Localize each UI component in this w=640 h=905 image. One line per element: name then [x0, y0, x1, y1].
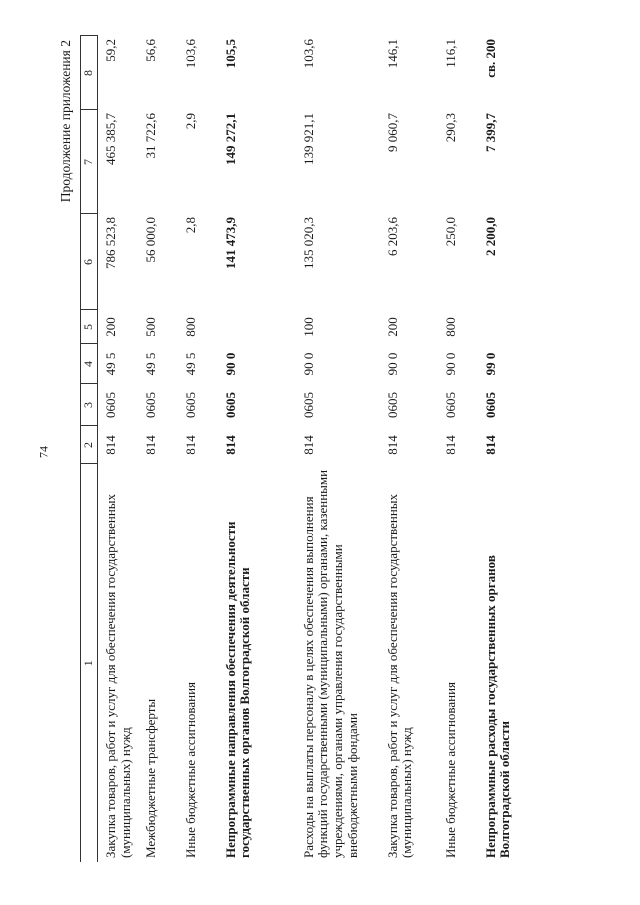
row-percent: 56,6 [142, 39, 158, 62]
row-expense-type: 200 [103, 317, 118, 337]
row-section-code: 0605 [300, 392, 316, 418]
row-section-code: 0605 [482, 392, 498, 418]
row-target-code: 90 0 [442, 352, 458, 376]
table-row [178, 36, 218, 862]
page-number: 74 [36, 446, 51, 458]
row-target-code: 90 0 [222, 352, 238, 376]
row-section-code: 0605 [222, 392, 238, 418]
rotated-page-content [50, 22, 590, 882]
table-body [98, 36, 518, 862]
row-percent: 105,5 [222, 39, 238, 69]
row-target-code: 90 0 [300, 352, 316, 376]
row-ministry-code: 814 [482, 435, 498, 455]
row-section-code: 0605 [142, 392, 158, 418]
table-row [438, 36, 478, 862]
row-executed: 139 921,1 [300, 113, 316, 165]
row-expense-type: 800 [182, 317, 198, 337]
row-executed: 7 399,7 [482, 113, 498, 152]
row-planned: 2 200,0 [482, 217, 498, 256]
table-row [98, 36, 138, 862]
row-target-code: 90 0 [384, 352, 400, 376]
table-row [138, 36, 178, 862]
row-name: Закупка товаров, работ и услуг для обеспечения государственных (муниципальных) нужд [384, 493, 415, 858]
table-row [380, 36, 438, 862]
row-expense-type: 100 [300, 317, 316, 337]
row-percent: 146,1 [384, 39, 400, 69]
header-row [81, 36, 98, 862]
appendix-note: Продолжение приложения 2 [58, 40, 73, 203]
row-section-code: 0605 [442, 392, 458, 418]
row-percent: 103,6 [300, 39, 316, 69]
row-expense-type: 500 [142, 317, 158, 337]
row-executed: 290,3 [442, 113, 458, 143]
row-name: Закупка товаров, работ и услуг для обеспечения государственных (муниципальных) нужд [103, 493, 133, 858]
table-row [478, 36, 518, 862]
row-name: Иные бюджетные ассигнования [182, 681, 198, 858]
row-executed: 9 060,7 [384, 113, 400, 152]
row-target-code: 49 5 [142, 352, 158, 376]
row-expense-type: 200 [384, 317, 400, 337]
row-name: Иные бюджетные ассигнования [442, 681, 458, 858]
row-percent: 116,1 [442, 39, 458, 68]
row-planned: 135 020,3 [300, 217, 316, 269]
row-percent: 59,2 [103, 39, 118, 62]
row-ministry-code: 814 [182, 435, 198, 455]
row-section-code: 0605 [182, 392, 198, 418]
table-header [81, 36, 98, 862]
header-cell-7: 7 [81, 110, 98, 214]
budget-table [80, 36, 518, 863]
row-planned: 6 203,6 [384, 217, 400, 256]
header-cell-8: 8 [81, 36, 98, 110]
row-ministry-code: 814 [384, 435, 400, 455]
row-executed: 149 272,1 [222, 113, 238, 165]
row-ministry-code: 814 [142, 435, 158, 455]
row-name: Расходы на выплаты персоналу в целях обеспечения выполнения функций государственными (муниципальными) органами, казенными учреждениями, органами управления государственными внебюджетными фондами [300, 469, 360, 858]
table-row [296, 36, 380, 862]
row-planned: 56 000,0 [142, 217, 158, 263]
row-name: Межбюджетные трансферты [142, 698, 158, 858]
row-section-code: 0605 [384, 392, 400, 418]
header-cell-1: 1 [81, 464, 98, 862]
header-cell-5: 5 [81, 310, 98, 344]
row-ministry-code: 814 [222, 435, 238, 455]
row-executed: 2,9 [182, 113, 198, 130]
row-planned: 2,8 [182, 217, 198, 234]
row-target-code: 49 5 [103, 352, 118, 376]
row-section-code: 0605 [103, 392, 118, 418]
header-cell-3: 3 [81, 384, 98, 426]
row-target-code: 99 0 [482, 352, 498, 376]
header-cell-4: 4 [81, 344, 98, 384]
row-target-code: 49 5 [182, 352, 198, 376]
row-percent: св. 200 [482, 39, 498, 78]
row-expense-type [218, 310, 296, 344]
header-cell-2: 2 [81, 426, 98, 464]
row-executed: 31 722,6 [142, 113, 158, 159]
row-expense-type [478, 310, 518, 344]
row-ministry-code: 814 [300, 435, 316, 455]
row-expense-type: 800 [442, 317, 458, 337]
header-cell-6: 6 [81, 214, 98, 310]
row-name: Непрограммные направления обеспечения деятельности государственных органов Волгоградской области [222, 521, 253, 858]
row-executed: 465 385,7 [103, 113, 118, 165]
row-ministry-code: 814 [103, 435, 118, 455]
row-planned: 786 523,8 [103, 217, 118, 269]
row-percent: 103,6 [182, 39, 198, 69]
row-planned: 250,0 [442, 217, 458, 247]
row-name: Непрограммные расходы государственных органов Волгоградской области [482, 555, 513, 858]
row-planned: 141 473,9 [222, 217, 238, 269]
table-row [218, 36, 296, 862]
row-ministry-code: 814 [442, 435, 458, 455]
